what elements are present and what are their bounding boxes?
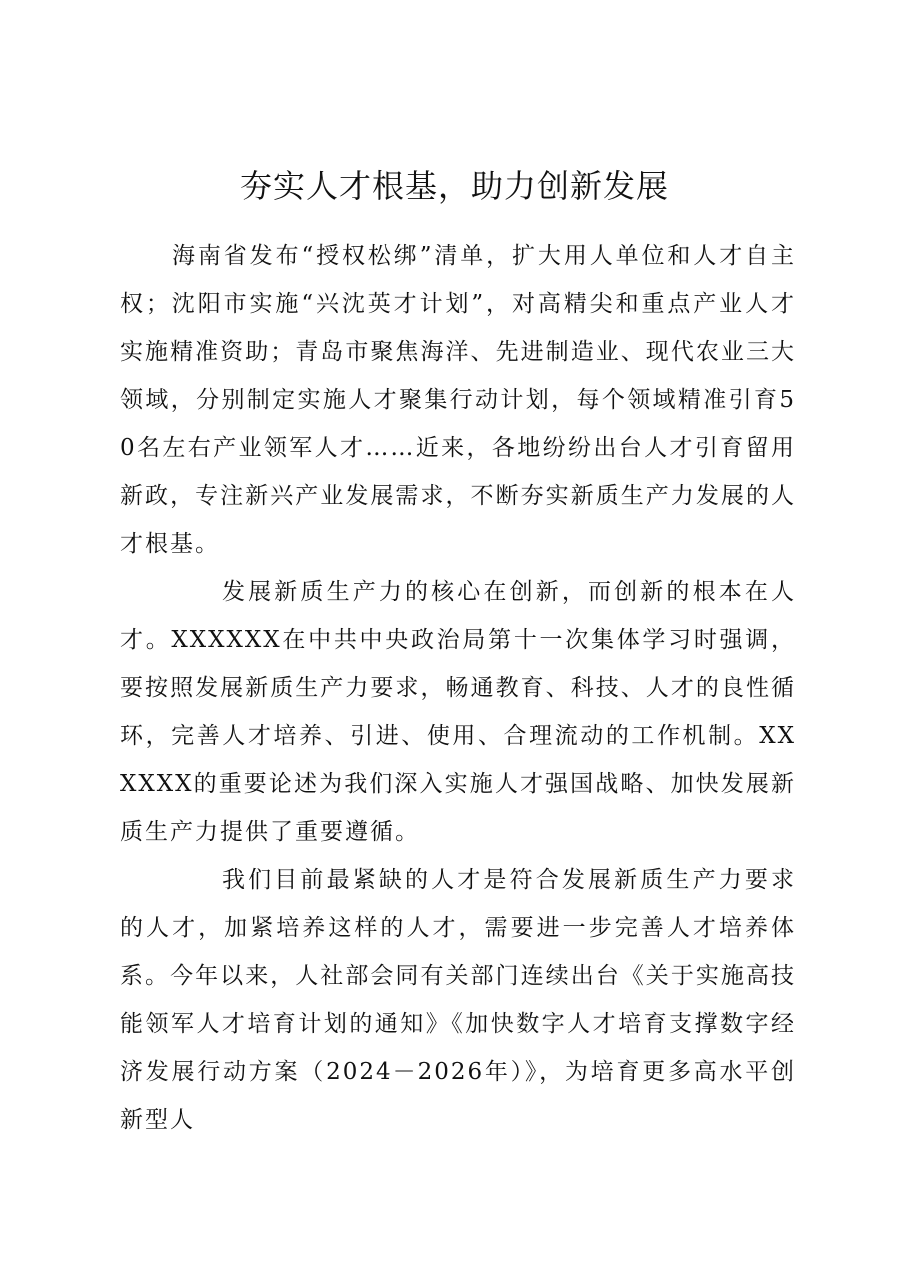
paragraph-2: 发展新质生产力的核心在创新，而创新的根本在人才。XXXXXX在中共中央政治局第十一次集体学习时强调，要按照发展新质生产力要求，畅通教育、科技、人才的良性循环，完善人才培养、引进、使用、合理流动的工作机制。XXXXXX的重要论述为我们深入实施人才强国战略、加快发展新质生产力提供了重要遵循。 — [120, 579, 796, 845]
document-body — [120, 232, 796, 1144]
document-title: 夯实人才根基，助力创新发展 — [239, 167, 669, 205]
paragraph-3: 我们目前最紧缺的人才是符合发展新质生产力要求的人才，加紧培养这样的人才，需要进一步完善人才培养体系。今年以来，人社部会同有关部门连续出台《关于实施高技能领军人才培育计划的通知》《加快数字人才培育支撑数字经济发展行动方案（2024－2026年）》，为培育更多高水平创新型人 — [120, 867, 796, 1133]
paragraph-1: 海南省发布“授权松绑”清单，扩大用人单位和人才自主权；沈阳市实施“兴沈英才计划”，对高精尖和重点产业人才实施精准资助；青岛市聚焦海洋、先进制造业、现代农业三大领域，分别制定实施人才聚集行动计划，每个领域精准引育50名左右产业领军人才……近来，各地纷纷出台人才引育留用新政，专注新兴产业发展需求，不断夯实新质生产力发展的人才根基。 — [120, 243, 796, 557]
